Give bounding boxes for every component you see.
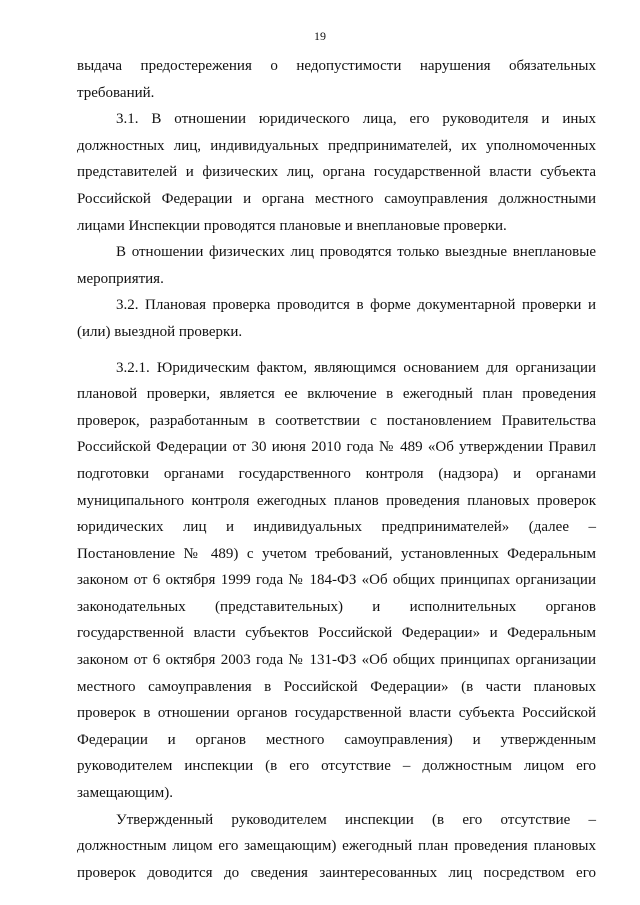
paragraph-3-2-1: 3.2.1. Юридическим фактом, являющимся основанием для организации плановой проверки, является ее включение в ежегодный план проведения проверок, разработанным в соответствии с постановлением Правительства Российской Федерации от 30 июня 2010 года № 489 «Об утверждении Правил подготовки органами государственного контроля (надзора) и органами муниципального контроля ежегодных планов проведения плановых проверок юридических лиц и индивидуальных предпринимателей» (далее – Постановление № 489) с учетом требований, установленных Федеральным законом от 6 октября 1999 года № 184-ФЗ «Об общих принципах организации законодательных (представительных) и исполнительных органов государственной власти субъектов Российской Федерации» и Федеральным законом от 6 октября 2003 года № 131-ФЗ «Об общих принципах организации местного самоуправления в Российской Федерации» (в части плановых проверок в отношении органов государственной власти субъекта Российской Федерации и органов местного самоуправления) и утвержденным руководителем инспекции (в его отсутствие – должностным лицом его замещающим). [77, 359, 596, 802]
paragraph-physical-persons: В отношении физических лиц проводятся только выездные внеплановые мероприятия. [77, 244, 596, 287]
document-body [77, 53, 596, 886]
paragraph-continuation: выдача предостережения о недопустимости нарушения обязательных требований. [77, 58, 596, 101]
paragraph-approved-plan: Утвержденный руководителем инспекции (в его отсутствие – должностным лицом его замещающим) ежегодный план проведения плановых проверок доводится до сведения заинтересованных лиц посредством его [77, 811, 596, 881]
paragraph-3-2: 3.2. Плановая проверка проводится в форме документарной проверки и (или) выездной проверки. [77, 297, 596, 340]
page-number: 19 [314, 29, 326, 43]
paragraph-3-1: 3.1. В отношении юридического лица, его руководителя и иных должностных лиц, индивидуальных предпринимателей, их уполномоченных представителей и физических лиц, органа государственной власти субъекта Российской Федерации и органа местного самоуправления должностными лицами Инспекции проводятся плановые и внеплановые проверки. [77, 111, 596, 234]
